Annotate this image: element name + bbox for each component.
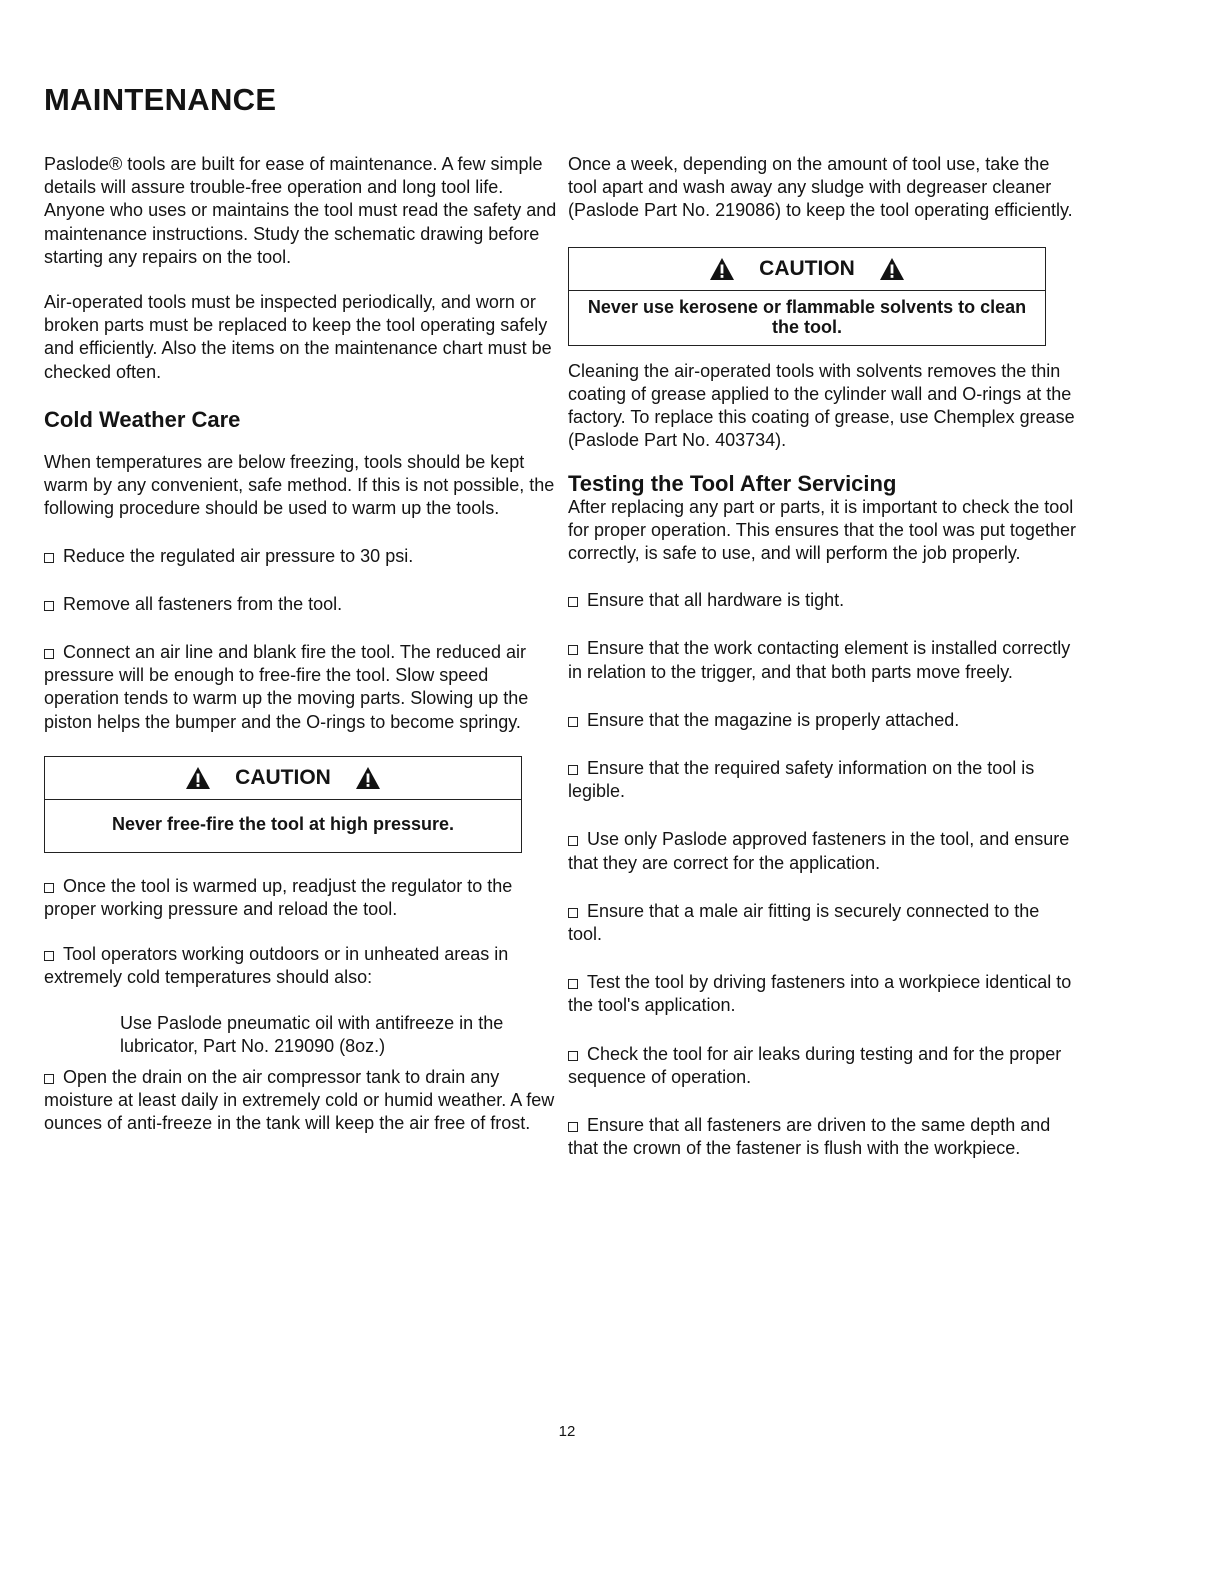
checkbox-icon — [568, 717, 578, 727]
list-item: Ensure that a male air fitting is securely connected to the tool. — [568, 900, 1040, 945]
caution-box-free-fire — [44, 756, 522, 853]
list-item: Open the drain on the air compressor tank to drain any moisture at least daily in extremely cold or humid weather. A few ounces of anti-freeze in the tank will keep the air free of frost. — [44, 1067, 555, 1134]
caution-header — [45, 757, 521, 800]
cleaning-paragraph: Cleaning the air-operated tools with solvents removes the thin coating of grease applied to the cylinder wall and O-rings at the factory. To replace this coating of grease, use Chemplex grease (Paslode Part No. 403734). — [568, 360, 1075, 451]
caution-text: Never free-fire the tool at high pressure. — [111, 813, 455, 834]
caution-box-solvents — [568, 247, 1046, 346]
checkbox-icon — [44, 951, 54, 961]
checkbox-icon — [568, 765, 578, 775]
intro-paragraph: Paslode® tools are built for ease of maintenance. A few simple details will assure trouble-free operation and long tool life. Anyone who uses or maintains the tool must read the safety and maintenance instructions. Study the schematic drawing before starting any repairs on the tool. — [44, 154, 557, 267]
caution-label: CAUTION — [759, 257, 855, 280]
list-item: Test the tool by driving fasteners into a workpiece identical to the tool's application. — [568, 972, 1072, 1016]
list-item: Once the tool is warmed up, readjust the regulator to the proper working pressure and reload the tool. — [44, 875, 513, 920]
warning-icon — [185, 766, 211, 790]
indented-note: Use Paslode pneumatic oil with antifreeze in the lubricator, Part No. 219090 (8oz.) — [120, 1012, 504, 1056]
list-item: Ensure that all fasteners are driven to the same depth and that the crown of the fastener is flush with the workpiece. — [568, 1115, 1051, 1159]
checkbox-icon — [44, 553, 54, 563]
list-item: Ensure that the required safety information on the tool is legible. — [568, 758, 1035, 802]
left-column — [44, 153, 559, 1161]
checkbox-icon — [568, 1122, 578, 1132]
checkbox-icon — [44, 649, 54, 659]
checkbox-icon — [44, 601, 54, 611]
checkbox-icon — [568, 1051, 578, 1061]
page-title: MAINTENANCE — [44, 82, 277, 117]
page-number: 12 — [558, 1423, 576, 1440]
checkbox-icon — [568, 979, 578, 989]
list-item: Ensure that the work contacting element is installed correctly in relation to the trigger, and that both parts move freely. — [568, 638, 1071, 682]
testing-heading: Testing the Tool After Servicing — [568, 471, 897, 497]
list-item: Remove all fasteners from the tool. — [44, 593, 559, 616]
cold-weather-intro: When temperatures are below freezing, tools should be kept warm by any convenient, safe method. If this is not possible, the following procedure should be used to warm up the tools. — [44, 452, 555, 519]
warning-icon — [879, 257, 905, 281]
checkbox-icon — [44, 1074, 54, 1084]
caution-text: Never use kerosene or flammable solvents to clean the tool. — [587, 296, 1027, 337]
list-item: Ensure that all hardware is tight. — [568, 589, 1078, 612]
checkbox-icon — [44, 883, 54, 893]
testing-intro: After replacing any part or parts, it is important to check the tool for proper operation. This ensures that the tool was put together correctly, is safe to use, and will perform the job properly. — [568, 496, 1076, 564]
weekly-cleaning-paragraph: Once a week, depending on the amount of tool use, take the tool apart and wash away any sludge with degreaser cleaner (Paslode Part No. 219086) to keep the tool operating efficiently. — [568, 154, 1073, 221]
list-item: Use only Paslode approved fasteners in the tool, and ensure that they are correct for the application. — [568, 829, 1070, 873]
warning-icon — [709, 257, 735, 281]
right-column — [568, 153, 1078, 1185]
checkbox-icon — [568, 908, 578, 918]
list-item: Reduce the regulated air pressure to 30 psi. — [44, 545, 559, 568]
checkbox-icon — [568, 597, 578, 607]
checkbox-icon — [568, 836, 578, 846]
checkbox-icon — [568, 645, 578, 655]
list-item: Ensure that the magazine is properly attached. — [568, 709, 1078, 732]
inspection-paragraph: Air-operated tools must be inspected periodically, and worn or broken parts must be replaced to keep the tool operating safely and efficiently. Also the items on the maintenance chart must be checked often. — [44, 292, 552, 382]
list-item: Check the tool for air leaks during testing and for the proper sequence of operation. — [568, 1043, 1062, 1087]
list-item: Connect an air line and blank fire the tool. The reduced air pressure will be enough to free-fire the tool. Slow speed operation tends to warm up the moving parts. Slowing up the piston helps the bumper and the O-rings to become springy. — [44, 642, 529, 732]
caution-label: CAUTION — [235, 766, 331, 790]
list-item: Tool operators working outdoors or in unheated areas in extremely cold temperatures should also: — [44, 944, 509, 988]
caution-header — [569, 248, 1045, 291]
warning-icon — [355, 766, 381, 790]
cold-weather-heading: Cold Weather Care — [44, 406, 241, 432]
